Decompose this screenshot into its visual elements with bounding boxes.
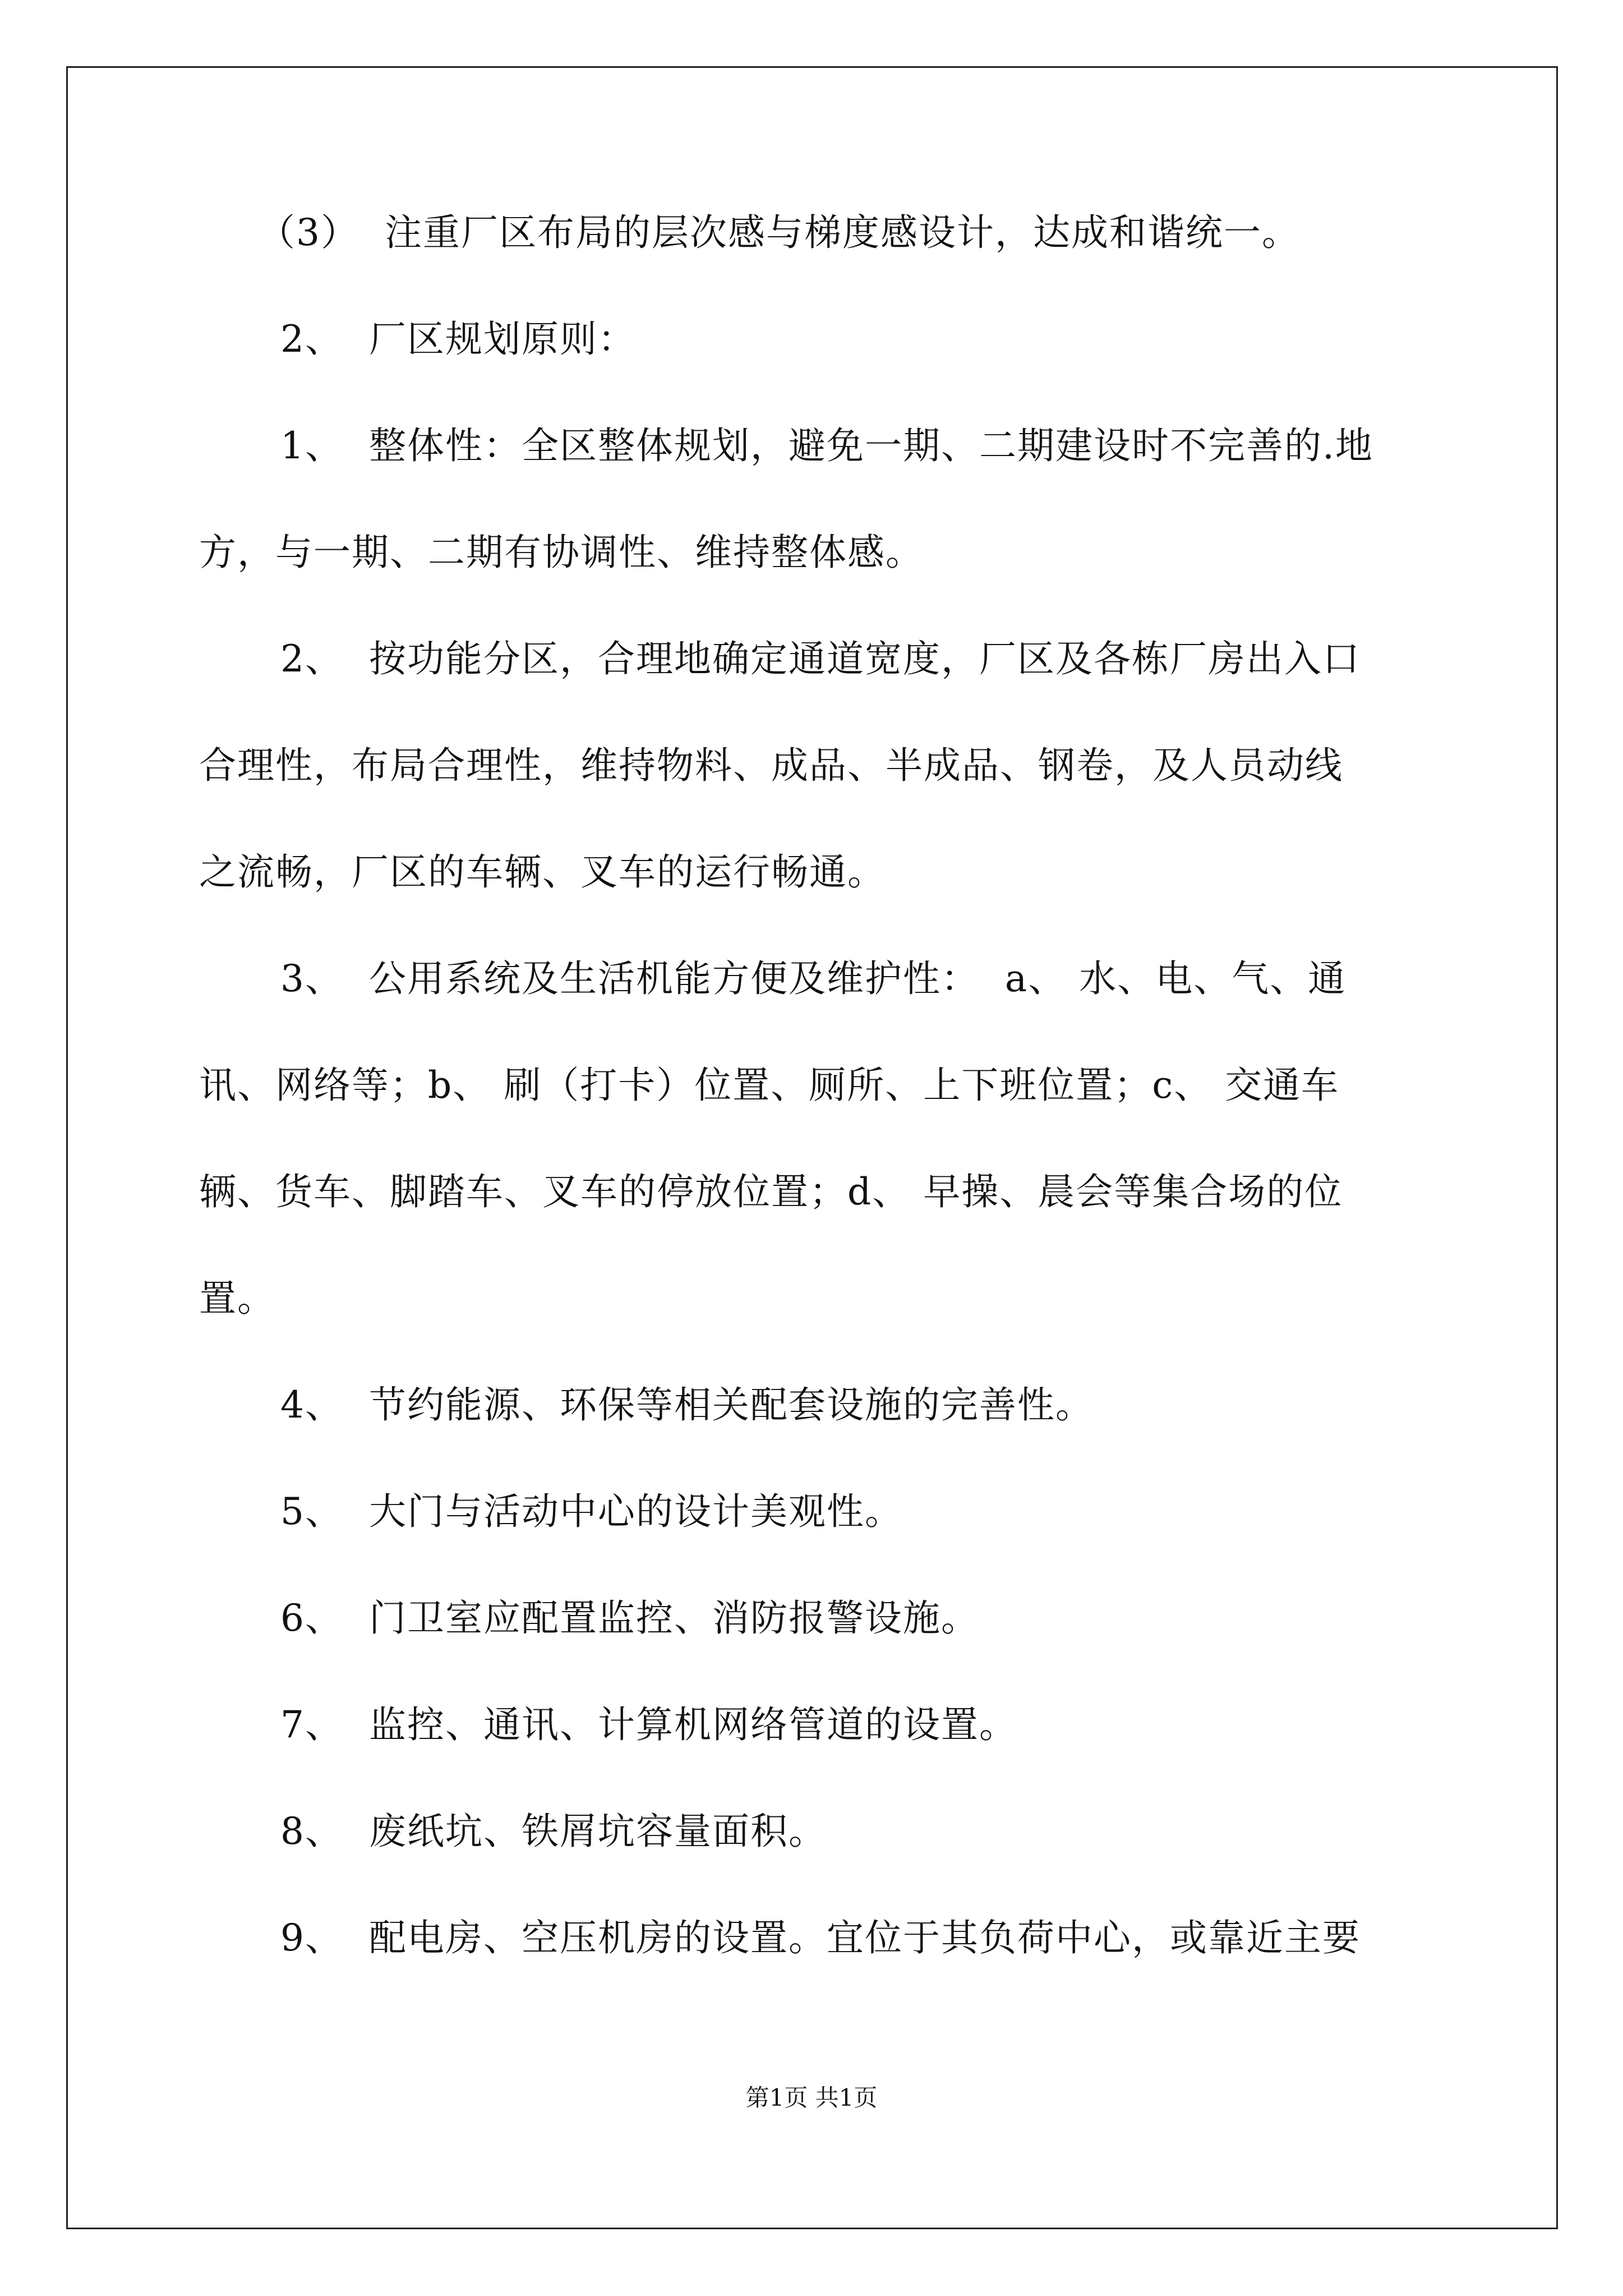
paragraph-line-14: 6、 门卫室应配置监控、消防报警设施。 <box>280 1596 979 1640</box>
page-border <box>66 66 1558 2229</box>
paragraph-line-17: 9、 配电房、空压机房的设置。宜位于其负荷中心，或靠近主要 <box>280 1916 1361 1959</box>
paragraph-line-12: 4、 节约能源、环保等相关配套设施的完善性。 <box>280 1383 1094 1427</box>
paragraph-line-5: 2、 按功能分区，合理地确定通道宽度，厂区及各栋厂房出入口 <box>280 637 1361 680</box>
paragraph-line-15: 7、 监控、通讯、计算机网络管道的设置。 <box>280 1703 1017 1746</box>
paragraph-line-11: 置。 <box>199 1277 275 1320</box>
page-number-footer: 第1页 共1页 <box>745 2084 878 2111</box>
paragraph-line-2: 2、 厂区规划原则： <box>280 318 636 361</box>
paragraph-line-13: 5、 大门与活动中心的设计美观性。 <box>280 1490 903 1533</box>
paragraph-line-16: 8、 废纸坑、铁屑坑容量面积。 <box>280 1810 827 1853</box>
paragraph-line-4: 方，与一期、二期有协调性、维持整体感。 <box>199 531 924 574</box>
paragraph-line-6: 合理性，布局合理性，维持物料、成品、半成品、钢卷，及人员动线 <box>199 744 1343 787</box>
paragraph-line-10: 辆、货车、脚踏车、叉车的停放位置；d、 早操、晨会等集合场的位 <box>199 1170 1343 1213</box>
paragraph-line-7: 之流畅，厂区的车辆、叉车的运行畅通。 <box>199 850 886 894</box>
paragraph-line-3: 1、 整体性：全区整体规划，避免一期、二期建设时不完善的.地 <box>280 424 1373 467</box>
paragraph-line-9: 讯、网络等；b、 刷（打卡）位置、厕所、上下班位置；c、 交通车 <box>199 1064 1340 1107</box>
paragraph-line-8: 3、 公用系统及生活机能方便及维护性： a、 水、电、气、通 <box>280 957 1347 1000</box>
paragraph-line-1: （3） 注重厂区布局的层次感与梯度感设计，达成和谐统一。 <box>258 211 1300 254</box>
